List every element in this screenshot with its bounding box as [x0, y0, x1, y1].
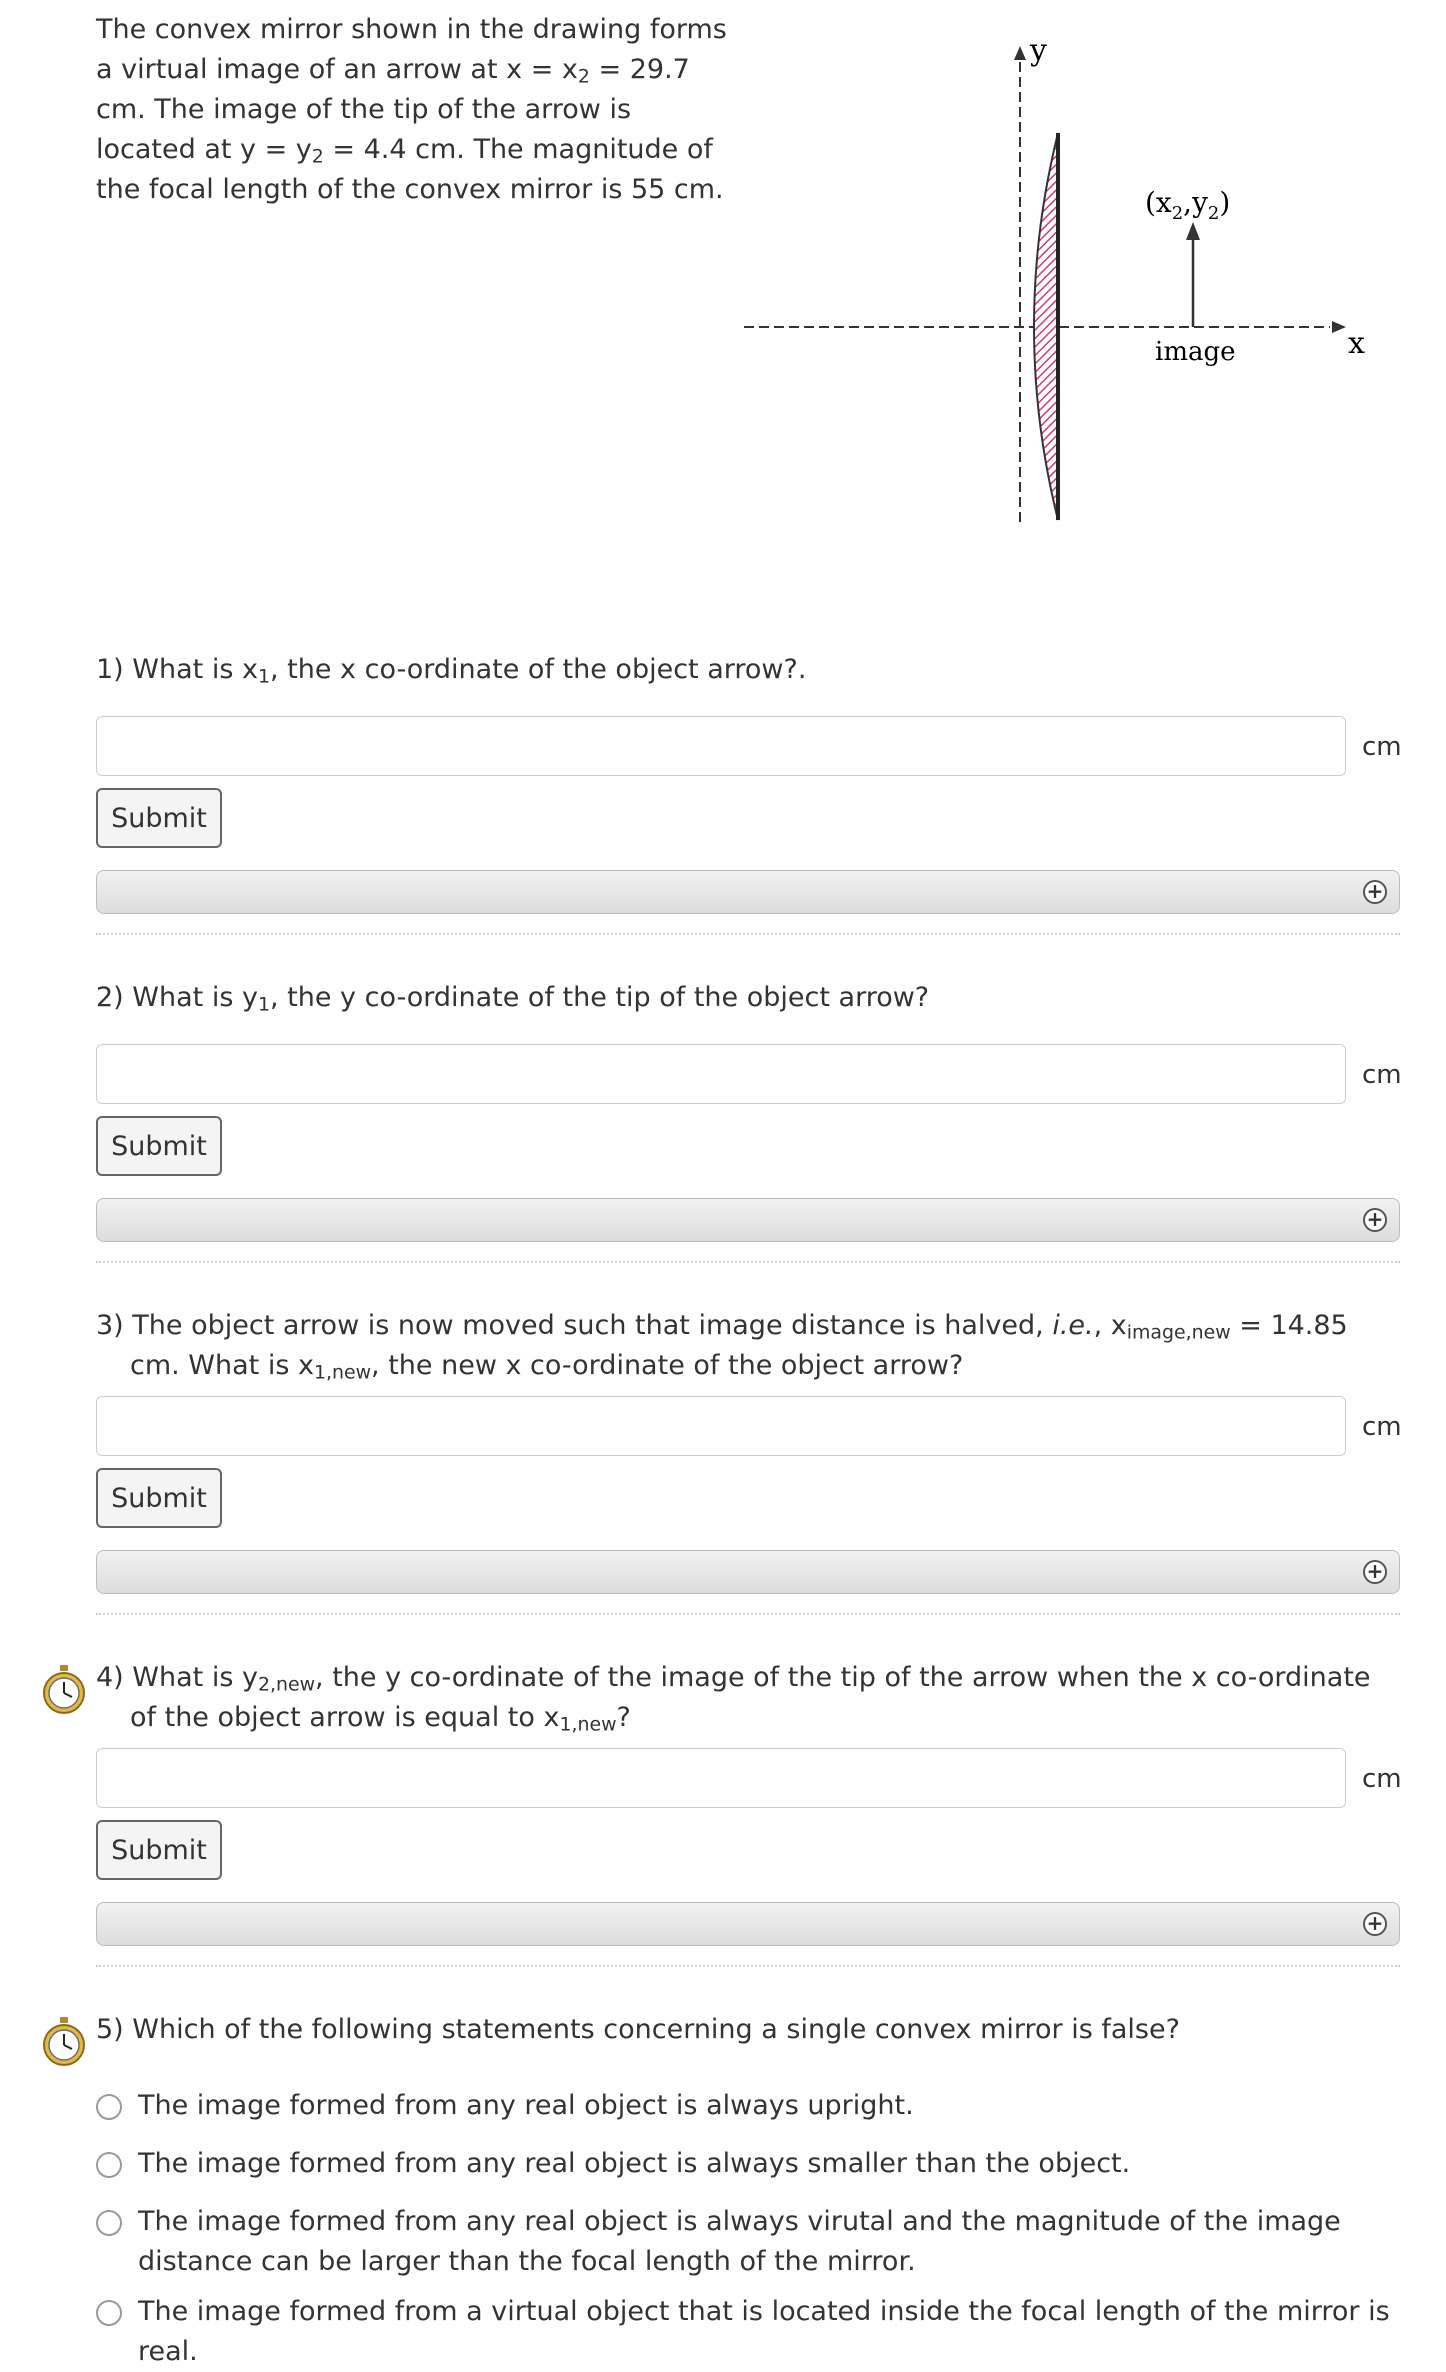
answer-input-4[interactable]	[96, 1748, 1346, 1808]
answer-input-2[interactable]	[96, 1044, 1346, 1104]
question-2: 2) What is $y_1$, the y co-ordinate of the tip of the object arrow?	[96, 982, 930, 1016]
stopwatch-icon	[42, 1664, 86, 1716]
y-axis-arrowhead	[1014, 46, 1026, 60]
question-5: 5) Which of the following statements concerning a single convex mirror is false?	[96, 2014, 1180, 2045]
radio-button[interactable]	[96, 2152, 122, 2178]
image-arrowhead	[1186, 222, 1200, 240]
image-label: image	[1155, 337, 1236, 367]
radio-button[interactable]	[96, 2094, 122, 2120]
hint-bar-1[interactable]	[96, 870, 1400, 914]
radio-button[interactable]	[96, 2300, 122, 2326]
intro-text-1: The convex mirror shown in the drawing forms a virtual image of an arrow at x = x	[96, 14, 727, 85]
answer-input-1[interactable]	[96, 716, 1346, 776]
hint-bar-2[interactable]	[96, 1198, 1400, 1242]
intro-text-3: = 4.4 cm. The magnitude of the focal length of the convex mirror is 55 cm.	[96, 134, 724, 205]
submit-button-1[interactable]: Submit	[96, 788, 222, 848]
convex-mirror	[1034, 133, 1058, 520]
intro-text-2: = 29.7 cm. The image of the tip of the arrow is located at y = y	[96, 54, 690, 165]
intro-sub-2: 2	[311, 145, 324, 168]
answer-input-3[interactable]	[96, 1396, 1346, 1456]
unit-label-1: cm	[1362, 732, 1402, 762]
plus-circle-icon[interactable]: +	[1363, 1912, 1387, 1936]
option-2[interactable]: The image formed from any real object is always smaller than the object.	[96, 2144, 1396, 2184]
y-axis-label: y	[1030, 33, 1047, 68]
submit-button-2[interactable]: Submit	[96, 1116, 222, 1176]
unit-label-3: cm	[1362, 1412, 1402, 1442]
convex-mirror-diagram	[740, 30, 1390, 540]
question-1: 1) What is $x_1$, the x co-ordinate of the object arrow?.	[96, 654, 807, 688]
option-4[interactable]: The image formed from a virtual object that is located inside the focal length of the mirror is real.	[96, 2292, 1396, 2372]
question-4: 4) What is $y_{2,new}$, the y co-ordinate of the image of the tip of the arrow when the x co-ordinate of the object arrow is equal to $x_{1,new}$?	[96, 1662, 1371, 1736]
problem-statement	[96, 10, 736, 210]
plus-circle-icon[interactable]: +	[1363, 1208, 1387, 1232]
unit-label-4: cm	[1362, 1764, 1402, 1794]
x-axis-label: x	[1348, 326, 1365, 361]
stopwatch-icon	[42, 2016, 86, 2068]
hint-bar-4[interactable]	[96, 1902, 1400, 1946]
hint-bar-3[interactable]	[96, 1550, 1400, 1594]
plus-circle-icon[interactable]: +	[1363, 1560, 1387, 1584]
divider	[96, 1965, 1400, 1967]
question-3: 3) The object arrow is now moved such that image distance is halved, i.e., $x_{image,new} = 14.85$ cm. What is $x_{1,new}$, the new x co-ordinate of the object arrow?	[96, 1310, 1348, 1384]
submit-button-4[interactable]: Submit	[96, 1820, 222, 1880]
image-point-label: $(x_2,y_2)$	[1145, 186, 1231, 224]
intro-sub-1: 2	[577, 65, 590, 88]
x-axis-arrowhead	[1332, 321, 1346, 333]
divider	[96, 1613, 1400, 1615]
divider	[96, 933, 1400, 935]
unit-label-2: cm	[1362, 1060, 1402, 1090]
plus-circle-icon[interactable]: +	[1363, 880, 1387, 904]
option-3[interactable]: The image formed from any real object is always virutal and the magnitude of the image distance can be larger than the focal length of the mirror.	[96, 2202, 1396, 2282]
divider	[96, 1261, 1400, 1263]
radio-button[interactable]	[96, 2210, 122, 2236]
option-1[interactable]: The image formed from any real object is always upright.	[96, 2086, 1396, 2126]
submit-button-3[interactable]: Submit	[96, 1468, 222, 1528]
